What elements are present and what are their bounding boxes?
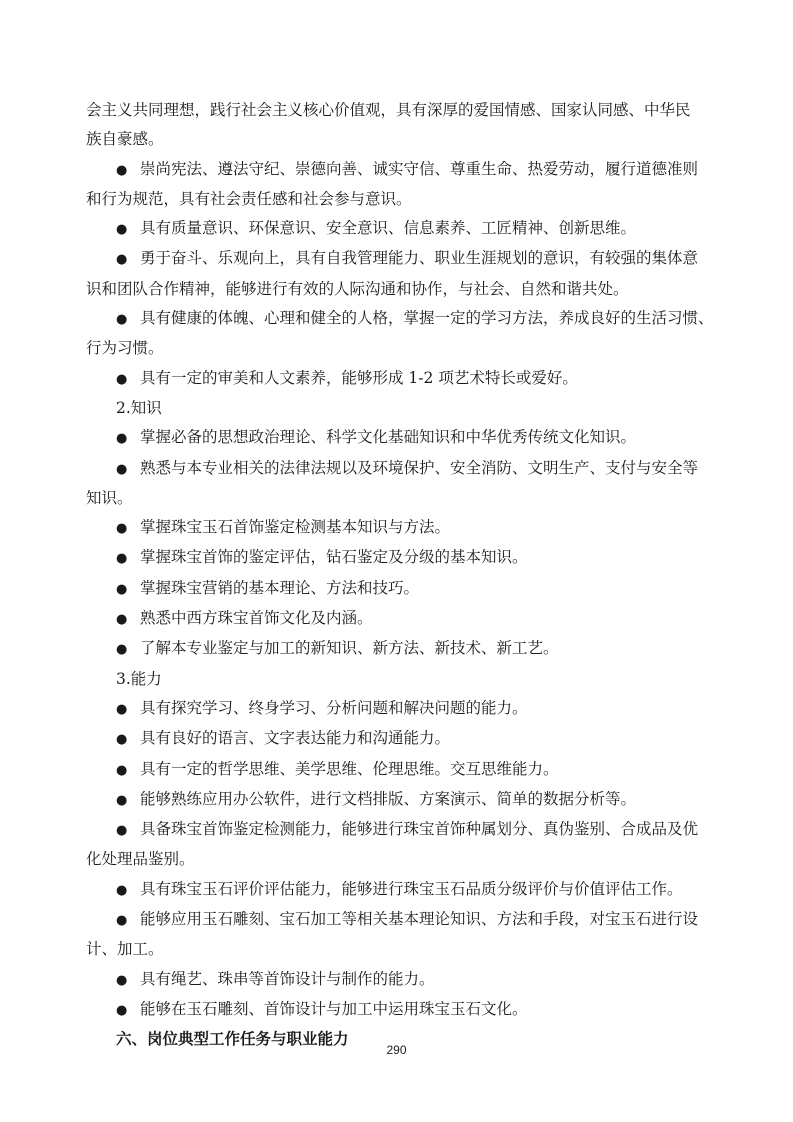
bullet-item-line [86, 543, 716, 573]
line-text: 能够应用玉石雕刻、宝石加工等相关基本理论知识、方法和手段，对宝玉石进行设 [140, 910, 699, 929]
bullet-item-line [86, 995, 716, 1025]
bullet-icon: ● [116, 371, 128, 387]
text-line [86, 96, 716, 125]
bullet-icon: ● [116, 431, 128, 447]
bullet-item-line [86, 604, 716, 634]
line-text: 具有一定的审美和人文素养，能够形成 1-2 项艺术特长或爱好。 [140, 368, 578, 387]
bullet-icon: ● [116, 312, 128, 328]
text-line [86, 185, 716, 214]
line-text: 会主义共同理想，践行社会主义核心价值观，具有深厚的爱国情感、国家认同感、中华民 [86, 101, 691, 119]
line-text: 族自豪感。 [86, 130, 164, 149]
bullet-icon: ● [116, 882, 128, 898]
line-text: 具有绳艺、珠串等首饰设计与制作的能力。 [140, 969, 435, 988]
line-text: 了解本专业鉴定与加工的新知识、新方法、新技术、新工艺。 [140, 639, 559, 658]
bullet-item-line [86, 875, 716, 905]
bullet-icon: ● [116, 551, 128, 567]
bullet-icon: ● [116, 1002, 128, 1018]
bullet-icon: ● [116, 521, 128, 537]
line-text: 熟悉与本专业相关的法律法规以及环境保护、安全消防、文明生产、支付与安全等 [140, 458, 699, 477]
line-text: 行为习惯。 [86, 339, 164, 358]
text-line [86, 275, 716, 304]
line-text: 能够在玉石雕刻、首饰设计与加工中运用珠宝玉石文化。 [140, 999, 528, 1018]
line-text: 崇尚宪法、遵法守纪、崇德向善、诚实守信、尊重生命、热爱劳动，履行道德准则 [140, 159, 699, 178]
line-text: 勇于奋斗、乐观向上，具有自我管理能力、职业生涯规划的意识，有较强的集体意 [140, 249, 699, 268]
text-line [86, 935, 716, 964]
line-text: 具有健康的体魄、心理和健全的人格，掌握一定的学习方法，养成良好的生活习惯、 [140, 309, 714, 328]
bullet-item-line [86, 574, 716, 604]
bullet-item-line [86, 244, 716, 274]
bullet-item-line [86, 694, 716, 724]
bullet-item-line [86, 785, 716, 815]
bullet-item-line [86, 454, 716, 484]
bullet-item-line [86, 214, 716, 244]
text-line [86, 845, 716, 874]
line-text: 掌握珠宝玉石首饰鉴定检测基本知识与方法。 [140, 518, 451, 537]
line-text: 掌握珠宝营销的基本理论、方法和技巧。 [140, 578, 420, 597]
section-heading: 六、岗位典型工作任务与职业能力 [116, 1030, 349, 1049]
line-text: 能够熟练应用办公软件，进行文档排版、方案演示、简单的数据分析等。 [140, 789, 637, 808]
line-text: 和行为规范，具有社会责任感和社会参与意识。 [86, 189, 412, 208]
document-body [86, 96, 716, 1055]
bullet-icon: ● [116, 762, 128, 778]
line-text: 具有珠宝玉石评价评估能力，能够进行珠宝玉石品质分级评价与价值评估工作。 [140, 879, 683, 898]
bullet-item-line [86, 513, 716, 543]
bullet-icon: ● [116, 913, 128, 929]
bullet-item-line [86, 724, 716, 754]
bullet-icon: ● [116, 642, 128, 658]
bullet-item-line [86, 364, 716, 394]
text-line [86, 484, 716, 513]
bullet-icon: ● [116, 252, 128, 268]
bullet-item-line [86, 155, 716, 185]
text-line [86, 334, 716, 363]
bullet-icon: ● [116, 581, 128, 597]
line-text: 具有质量意识、环保意识、安全意识、信息素养、工匠精神、创新思维。 [140, 219, 637, 238]
bullet-icon: ● [116, 162, 128, 178]
bullet-icon: ● [116, 792, 128, 808]
line-text: 具有探究学习、终身学习、分析问题和解决问题的能力。 [140, 698, 528, 717]
bullet-item-line [86, 965, 716, 995]
line-text: 具有一定的哲学思维、美学思维、伦理思维。交互思维能力。 [140, 759, 559, 778]
bullet-icon: ● [116, 461, 128, 477]
bullet-item-line [86, 423, 716, 453]
line-text: 知识。 [86, 488, 133, 507]
line-text: 计、加工。 [86, 940, 164, 959]
bullet-item-line [86, 905, 716, 935]
bullet-icon: ● [116, 701, 128, 717]
bullet-icon: ● [116, 732, 128, 748]
line-text: 熟悉中西方珠宝首饰文化及内涵。 [140, 609, 373, 628]
line-text: 掌握珠宝首饰的鉴定评估，钻石鉴定及分级的基本知识。 [140, 548, 528, 567]
bullet-item-line [86, 304, 716, 334]
bullet-icon: ● [116, 823, 128, 839]
bullet-icon: ● [116, 972, 128, 988]
text-line [86, 394, 716, 423]
line-text: 2.知识 [116, 398, 162, 417]
bullet-icon: ● [116, 612, 128, 628]
line-text: 掌握必备的思想政治理论、科学文化基础知识和中华优秀传统文化知识。 [140, 428, 637, 447]
line-text: 具备珠宝首饰鉴定检测能力，能够进行珠宝首饰种属划分、真伪鉴别、合成品及优 [140, 820, 699, 839]
line-text: 3.能力 [116, 669, 162, 688]
bullet-item-line [86, 755, 716, 785]
bullet-item-line [86, 634, 716, 664]
line-text: 化处理品鉴别。 [86, 850, 195, 869]
line-text: 具有良好的语言、文字表达能力和沟通能力。 [140, 729, 451, 748]
text-line [86, 665, 716, 694]
line-text: 识和团队合作精神，能够进行有效的人际沟通和协作，与社会、自然和谐共处。 [86, 279, 629, 298]
page-number: 290 [386, 1043, 407, 1057]
text-line [86, 125, 716, 154]
bullet-icon: ● [116, 222, 128, 238]
bullet-item-line [86, 815, 716, 845]
